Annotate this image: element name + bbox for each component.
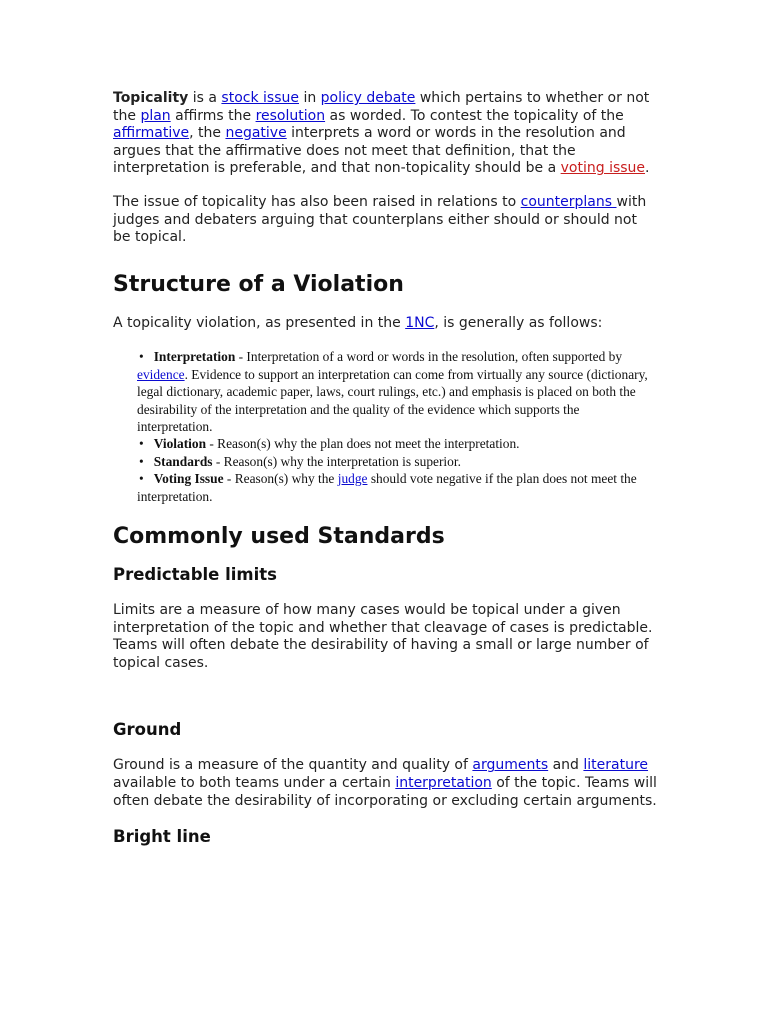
article-body (113, 90, 658, 847)
predictable-limits-heading: Predictable limits (113, 565, 277, 584)
list-item-standards: • Standards - Reason(s) why the interpretation is superior. (137, 453, 658, 470)
structure-intro: A topicality violation, as presented in the 1NC, is generally as follows: (113, 314, 603, 331)
plan-link[interactable]: plan (140, 107, 171, 124)
limits-paragraph: Limits are a measure of how many cases would be topical under a given interpretation of the topic and whether that cleavage of cases is predictable. Teams will often debate the desirability of having a small or large number of topical cases. (113, 602, 653, 671)
negative-link[interactable]: negative (225, 125, 287, 142)
resolution-link[interactable]: resolution (255, 107, 326, 124)
interpretation-link[interactable]: interpretation (395, 774, 492, 791)
list-item-violation: • Violation - Reason(s) why the plan does not meet the interpretation. (137, 435, 658, 452)
list-item-interpretation: • Interpretation - Interpretation of a word or words in the resolution, often supported by evidence. Evidence to support an interpretation can come from virtually any source (dictionary, legal dictionary, academic paper, laws, court rulings, etc.) and emphasis is placed on both the desirability of the interpretation and the quality of the evidence which supports the interpretation. (137, 348, 658, 435)
1nc-link[interactable]: 1NC (405, 314, 435, 331)
list-item-voting-issue: • Voting Issue - Reason(s) why the judge should vote negative if the plan does not meet the interpretation. (137, 470, 658, 505)
counterplans-link[interactable]: counterplans (520, 193, 617, 210)
ground-heading: Ground (113, 720, 182, 740)
counterplans-paragraph: The issue of topicality has also been raised in relations to counterplans with judges and debaters arguing that counterplans either should or should not be topical. (113, 193, 647, 246)
stock-issue-link[interactable]: stock issue (221, 90, 299, 106)
bright-line-heading: Bright line (113, 827, 211, 847)
arguments-link[interactable]: arguments (472, 757, 549, 774)
evidence-link[interactable]: evidence (137, 366, 185, 382)
policy-debate-link[interactable]: policy debate (320, 90, 416, 106)
standards-heading: Commonly used Standards (113, 524, 445, 549)
intro-paragraph: Topicality is a stock issue in policy debate which pertains to whether or not the plan affirms the resolution as worded. To contest the topicality of the affirmative, the negative interprets a word or words in the resolution and argues that the affirmative does not meet that definition, that the interpretation is preferable, and that non-topicality should be a voting issue. (113, 90, 650, 177)
literature-link[interactable]: literature (583, 757, 649, 774)
violation-list (137, 348, 658, 505)
affirmative-link[interactable]: affirmative (113, 125, 190, 142)
structure-heading: Structure of a Violation (113, 271, 404, 297)
ground-paragraph: Ground is a measure of the quantity and quality of arguments and literature available to both teams under a certain interpretation of the topic. Teams will often debate the desirability of incorporating or excluding certain arguments. (113, 757, 657, 809)
judge-link[interactable]: judge (337, 471, 368, 487)
voting-issue-link[interactable]: voting issue (560, 160, 646, 177)
topicality-term: Topicality (113, 90, 189, 106)
